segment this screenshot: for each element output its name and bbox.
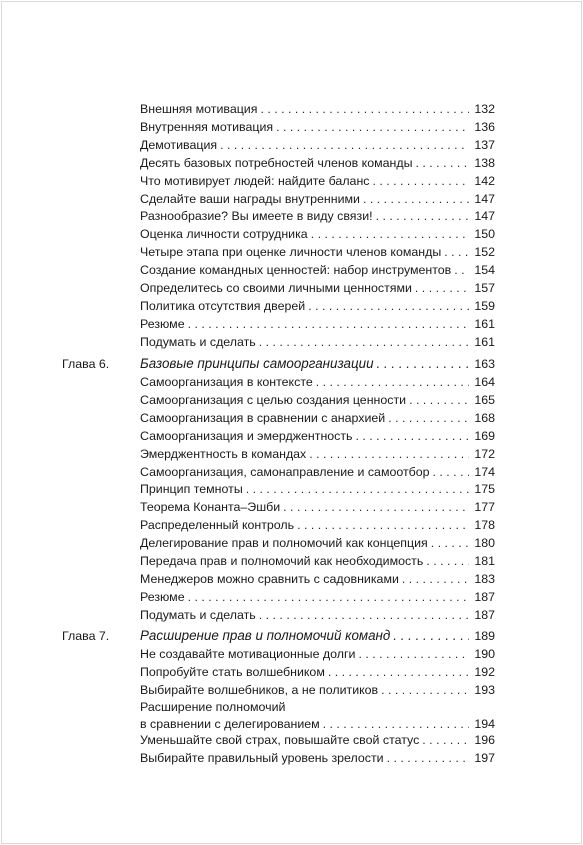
leader-dots — [416, 154, 469, 172]
leader-dots — [311, 225, 469, 243]
toc-entry-page: 178 — [474, 518, 495, 533]
toc-entry-title: Что мотивирует людей: найдите баланс — [140, 173, 370, 188]
toc-entry[interactable] — [140, 207, 495, 225]
leader-dots — [426, 552, 469, 570]
toc-entry-title: Внешняя мотивация — [140, 102, 258, 116]
leader-dots — [415, 279, 469, 297]
toc-entry-title: Сделайте ваши награды внутренними — [140, 191, 360, 206]
leader-dots — [422, 731, 469, 749]
toc-entry[interactable] — [140, 749, 495, 767]
toc-entry-page: 196 — [474, 733, 495, 747]
toc-entry[interactable] — [140, 480, 495, 498]
chapter-6-page: 163 — [474, 357, 495, 371]
leader-dots — [377, 355, 469, 373]
toc-entry[interactable] — [140, 315, 495, 333]
leader-dots — [220, 136, 469, 154]
leader-dots — [454, 261, 469, 279]
chapter-7-title: Расширение прав и полномочий команд — [140, 628, 391, 643]
toc-entry-title: Уменьшайте свой страх, повышайте свой статус — [140, 733, 420, 747]
toc-entry-title: Внутренняя мотивация — [140, 119, 274, 134]
toc-entry-title: Эмерджентность в командах — [140, 446, 307, 461]
toc-entry-title: Резюме — [140, 589, 185, 604]
toc-entry[interactable] — [140, 498, 495, 516]
toc-entry[interactable] — [140, 552, 495, 570]
leader-dots — [393, 627, 469, 645]
toc-entry-page: 165 — [474, 392, 495, 407]
toc-entry-title: Передача прав и полномочий как необходимость — [140, 554, 424, 568]
toc-entry[interactable] — [140, 297, 495, 315]
toc-entry-title: Разнообразие? Вы имеете в виду связи! — [140, 209, 373, 224]
toc-entry-title: Распределенный контроль — [140, 518, 295, 533]
chapter-7-label: Глава 7. — [62, 629, 110, 643]
toc-entry-title-line1: Расширение полномочий — [140, 700, 286, 714]
leader-dots — [381, 681, 469, 699]
toc-entry-page: 161 — [474, 334, 495, 349]
toc-entry-page: 138 — [474, 155, 495, 170]
leader-dots — [283, 498, 469, 516]
leader-dots — [246, 480, 469, 498]
toc-entry-title: Делегирование прав и полномочий как концепция — [140, 536, 428, 551]
toc-entry[interactable] — [140, 225, 495, 243]
toc-entry-title: Самоорганизация в сравнении с анархией — [140, 410, 386, 425]
toc-entry-page: 197 — [474, 750, 495, 765]
toc-entry[interactable] — [140, 190, 495, 208]
toc-entry[interactable] — [140, 136, 495, 154]
chapter-6-title-row[interactable] — [140, 355, 495, 373]
toc-entry-page: 174 — [474, 464, 495, 479]
leader-dots — [188, 588, 469, 606]
toc-entry[interactable] — [140, 373, 495, 391]
toc-entry-page: 194 — [474, 717, 495, 731]
toc-entry[interactable] — [140, 663, 495, 681]
toc-entry-page: 150 — [474, 227, 495, 242]
toc-entry[interactable] — [140, 445, 495, 463]
leader-dots — [260, 100, 469, 118]
toc-entry-title: Демотивация — [140, 137, 218, 152]
toc-entry[interactable] — [140, 427, 495, 445]
chapter-6-label: Глава 6. — [62, 357, 110, 371]
toc-entry-title: Резюме — [140, 316, 185, 331]
leader-dots — [188, 315, 469, 333]
toc-entry-page: 172 — [474, 446, 495, 461]
toc-entry-title: Выбирайте волшебников, а не политиков — [140, 682, 379, 697]
toc-entry[interactable] — [140, 699, 495, 733]
toc-entry-title: Самоорганизация с целью создания ценности — [140, 392, 407, 407]
leader-dots — [387, 749, 469, 767]
leader-dots — [433, 463, 469, 481]
toc-entry[interactable] — [140, 118, 495, 136]
toc-entry-title: Определитесь со своими личными ценностями — [140, 281, 412, 295]
leader-dots — [444, 243, 469, 261]
toc-entry-title: Теорема Конанта–Эшби — [140, 500, 281, 515]
toc-entry-page: 136 — [474, 119, 495, 134]
toc-entry-title: Четыре этапа при оценке личности членов команды — [140, 245, 442, 260]
chapter-6-title: Базовые принципы самоорганизации — [140, 356, 374, 371]
toc-entry-page: 147 — [474, 191, 495, 206]
toc-entry[interactable] — [140, 570, 495, 588]
toc-entry-page: 152 — [474, 245, 495, 260]
toc-entry-title: Политика отсутствия дверей — [140, 298, 306, 313]
toc-entry-title: Подумать и сделать — [140, 334, 256, 349]
leader-dots — [297, 516, 469, 534]
toc-entry-page: 137 — [474, 137, 495, 152]
leader-dots — [356, 427, 469, 445]
toc-entry-page: 177 — [474, 500, 495, 515]
toc-entry-page: 159 — [474, 298, 495, 313]
toc-entry-page: 183 — [474, 571, 495, 586]
toc-entry[interactable] — [140, 731, 495, 749]
toc-entry[interactable] — [140, 516, 495, 534]
leader-dots — [358, 645, 469, 663]
toc-entry[interactable] — [140, 100, 495, 118]
toc-entry[interactable] — [140, 172, 495, 190]
toc-entry-page: 168 — [474, 410, 495, 425]
toc-entry-page: 180 — [474, 536, 495, 551]
toc-entry[interactable] — [140, 534, 495, 552]
toc-entry-page: 193 — [474, 682, 495, 697]
toc-entry[interactable] — [140, 645, 495, 663]
toc-entry-page: 187 — [474, 589, 495, 604]
toc-entry-page: 169 — [474, 428, 495, 443]
leader-dots — [316, 373, 469, 391]
toc-entry-page: 190 — [474, 647, 495, 661]
toc-entry[interactable] — [140, 606, 495, 624]
toc-entry[interactable] — [140, 681, 495, 699]
leader-dots — [328, 663, 469, 681]
toc-entry[interactable] — [140, 243, 495, 261]
toc-entry-page: 154 — [474, 263, 495, 278]
toc-entry-title: Не создавайте мотивационные долги — [140, 647, 356, 661]
toc-entry-title: Самоорганизация в контексте — [140, 375, 313, 389]
leader-dots — [363, 190, 469, 208]
toc-entry-page: 161 — [474, 316, 495, 331]
toc-entry-title: Принцип темноты — [140, 482, 243, 497]
leader-dots — [276, 118, 469, 136]
toc-entry-page: 192 — [474, 664, 495, 679]
toc-entry-page: 187 — [474, 607, 495, 622]
toc-entry-page: 142 — [474, 173, 495, 188]
toc-entry-page: 147 — [474, 209, 495, 224]
toc-entry-page: 181 — [474, 554, 495, 568]
toc-entry[interactable] — [140, 391, 495, 409]
leader-dots — [376, 207, 469, 225]
leader-dots — [373, 172, 470, 190]
toc-entry[interactable] — [140, 279, 495, 297]
toc-entry-page: 164 — [474, 375, 495, 389]
toc-entry-title: Десять базовых потребностей членов команды — [140, 155, 413, 170]
chapter-7-title-row[interactable] — [140, 627, 495, 645]
toc-entry-title: Самоорганизация и эмерджентность — [140, 428, 353, 443]
leader-dots — [388, 409, 469, 427]
toc-entry-title: Выбирайте правильный уровень зрелости — [140, 750, 384, 765]
toc-entry-title: Подумать и сделать — [140, 607, 256, 622]
toc-entry-title-line2: в сравнении с делегированием — [140, 717, 320, 731]
leader-dots — [409, 391, 469, 409]
leader-dots — [309, 445, 469, 463]
toc-entry-title: Оценка личности сотрудника — [140, 227, 308, 242]
toc-entry-title: Создание командных ценностей: набор инструментов — [140, 263, 452, 278]
toc-entry[interactable] — [140, 463, 495, 481]
toc-entry-page: 175 — [474, 482, 495, 497]
toc-entry[interactable] — [140, 333, 495, 351]
toc-entry[interactable] — [140, 261, 495, 279]
leader-dots — [259, 606, 469, 624]
chapter-7-page: 189 — [474, 629, 495, 643]
toc-entry[interactable] — [140, 588, 495, 606]
toc-entry[interactable] — [140, 409, 495, 427]
toc-entry-title: Самоорганизация, самонаправление и самоотбор — [140, 464, 430, 479]
toc-entry[interactable] — [140, 154, 495, 172]
toc-entry-page: 132 — [474, 102, 495, 116]
leader-dots — [402, 570, 469, 588]
leader-dots — [308, 297, 469, 315]
leader-dots — [259, 333, 469, 351]
toc-entry-title: Попробуйте стать волшебником — [140, 664, 325, 679]
toc-entry-title: Менеджеров можно сравнить с садовниками — [140, 571, 399, 586]
toc-entry-page: 157 — [474, 281, 495, 295]
leader-dots — [431, 534, 469, 552]
